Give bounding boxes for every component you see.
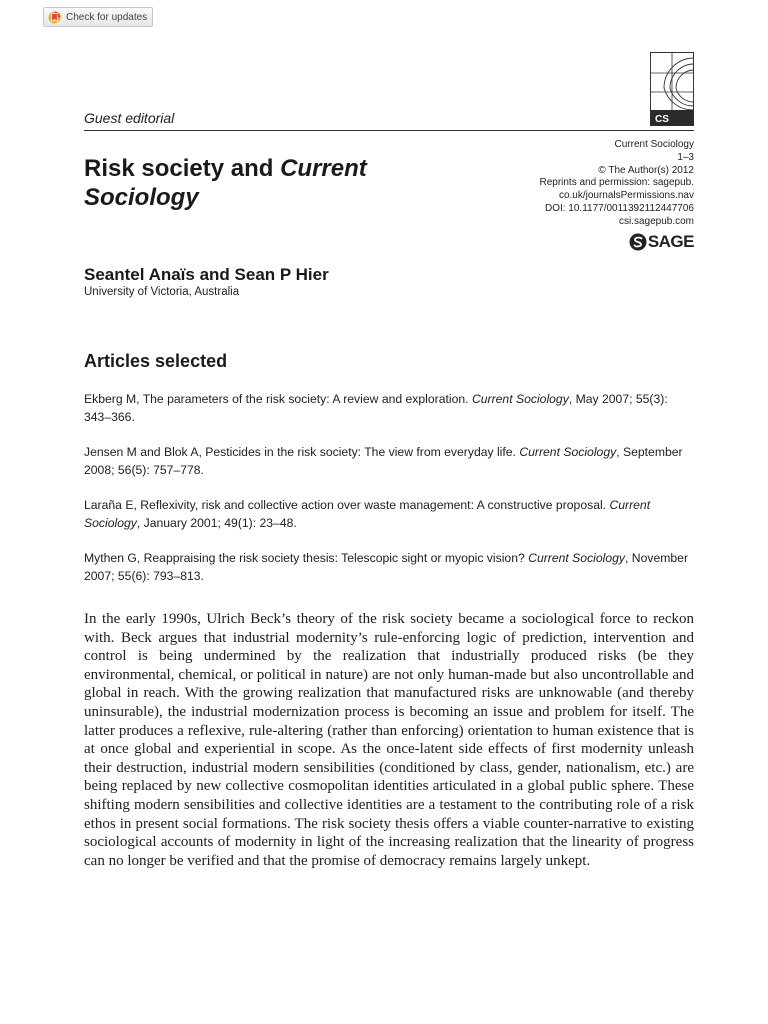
- section-label: Guest editorial: [84, 110, 175, 126]
- sage-s-icon: [629, 233, 647, 251]
- journal-name: Current Sociology: [614, 139, 694, 150]
- body-paragraph: In the early 1990s, Ulrich Beck’s theory of the risk society became a sociological force to reckon with. Beck argues that industrial modernity’s rule-enforcing logic of prediction, intervention and control is being undermined by the realization that industrially produced risks (be they environmental, chemical, or political in nature) are not only human-made but also uncontrollable and global in reach. With the growing realization that manufactured risks are unknowable (and thereby uninsurable), the industrial modernization process is becoming an issue and problem for itself. The latter produces a reflexive, rule-altering (rather than enforcing) orientation to human existence that is at once global and experiential in scope. As the once-latent side effects of first modernity unleash their destruction, industrial modern sensibilities (conditioned by class, gender, nationalism, etc.) are being replaced by new collective cosmopolitan identities articulated in a global public sphere. These shifting modern sensibilities and collective identities are a testament to the contributing role of a risk ethos in present social formations. The risk society thesis offers a viable counter-narrative to existing sociological accounts of modernity in light of the increasing realization that the linearity of progress can no longer be verified and that the promise of democracy remains largely unkept.: [84, 611, 694, 869]
- title-part-2: Current Sociology: [84, 155, 367, 211]
- logo-text: CS: [655, 114, 669, 125]
- journal-url[interactable]: csi.sagepub.com: [618, 215, 694, 227]
- affiliation: University of Victoria, Australia: [84, 286, 240, 298]
- article-list: [84, 391, 694, 603]
- check-for-updates-label: Check for updates: [66, 11, 148, 23]
- articles-selected-heading: Articles selected: [84, 351, 228, 371]
- check-for-updates-button[interactable]: [43, 7, 153, 27]
- article-item: Laraña E, Reflexivity, risk and collective action over waste management: A constructive proposal. Current Sociology, January 2001; 49(1): 23–48.: [84, 498, 651, 530]
- copyright: © The Author(s) 2012: [598, 164, 694, 176]
- reprints-line-2: co.uk/journalsPermissions.nav: [558, 190, 694, 202]
- article-item: Mythen G, Reappraising the risk society thesis: Telescopic sight or myopic vision? Current Sociology, November 2007; 55(6): 793–813.: [84, 551, 689, 583]
- current-sociology-logo: [650, 52, 694, 126]
- reprints-line-1: Reprints and permission: sagepub.: [539, 177, 694, 189]
- article-title: [84, 154, 444, 212]
- title-part-1: Risk society and: [84, 155, 281, 182]
- page-range: 1–3: [677, 151, 694, 163]
- article-item: Jensen M and Blok A, Pesticides in the risk society: The view from everyday life. Current Sociology, September 2008; 56(5): 757–778.: [84, 445, 683, 477]
- sage-logo-text: SAGE: [647, 232, 694, 251]
- sage-logo: [629, 233, 694, 251]
- header-rule: [84, 130, 694, 131]
- journal-meta: [539, 139, 694, 229]
- authors: Seantel Anaïs and Sean P Hier: [84, 265, 329, 284]
- doi: DOI: 10.1177/0011392112447706: [544, 202, 694, 214]
- crossmark-icon: [48, 11, 61, 24]
- article-item: Ekberg M, The parameters of the risk society: A review and exploration. Current Sociology, May 2007; 55(3): 343–366.: [84, 392, 668, 424]
